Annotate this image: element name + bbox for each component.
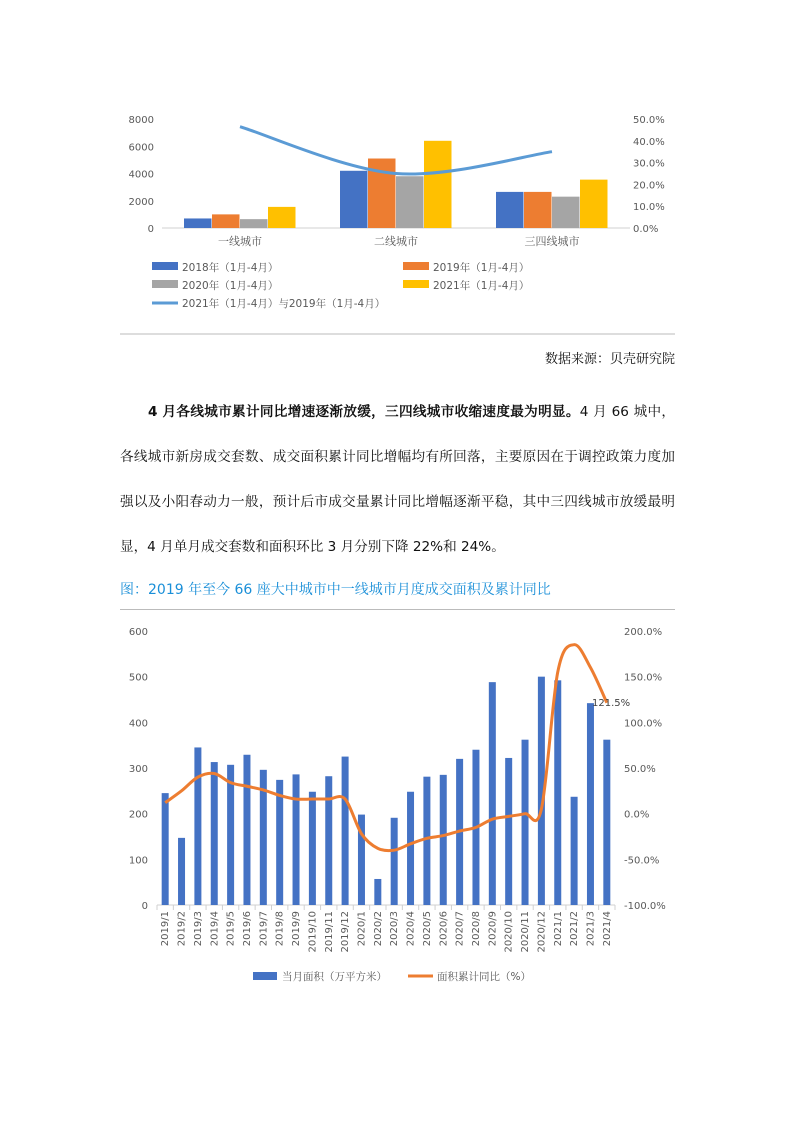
chart1-legend-label: 2018年（1月-4月） (182, 262, 279, 274)
chart2-x-tick-label: 2021/4 (601, 911, 613, 947)
chart2-y-tick-label: 600 (128, 627, 148, 638)
chart2-x-tick-label: 2019/3 (192, 911, 204, 947)
chart2-x-tick-label: 2021/3 (585, 911, 597, 947)
chart2-bar (342, 757, 349, 905)
chart2-line-annotation: 121.5% (592, 698, 631, 709)
chart1-legend-label: 2020年（1月-4月） (182, 280, 279, 292)
chart1-y-tick-label: 2000 (128, 196, 154, 208)
chart2-x-tick-label: 2021/2 (569, 911, 581, 947)
data-source: 数据来源：贝壳研究院 (544, 352, 675, 367)
chart2-x-tick-label: 2020/8 (470, 911, 482, 947)
chart1-y2-tick-label: 20.0% (633, 180, 665, 192)
chart2-x-tick-label: 2019/5 (225, 911, 237, 947)
chart2-x-tick-label: 2019/2 (176, 911, 188, 947)
figure2-title: 图：2019 年至今 66 座大中城市中一线城市月度成交面积及累计同比 (120, 582, 551, 598)
chart1-x-tick-label: 二线城市 (374, 235, 418, 248)
chart2-bar (440, 775, 447, 905)
chart2-bar (309, 792, 316, 905)
chart2-x-tick-label: 2019/11 (323, 911, 335, 953)
chart2-bar (522, 740, 529, 905)
chart1-y-tick-label: 6000 (128, 142, 154, 154)
chart2-y2-tick-label: 100.0% (624, 718, 663, 730)
chart2-y-tick-label: 100 (128, 855, 148, 867)
paragraph-text: 4 月 66 城中，各线城市新房成交套数、成交面积累计同比增幅均有所回落，主要原因在于调控政策力度加强以及小阳春动力一般，预计后市成交量累计同比增幅逐渐平稳，其中三四线城市放缓最明显，4 月单月成交套数和面积环比 3 月分别下降 22%和 24%。 (120, 404, 675, 555)
chart2-y-tick-label: 400 (128, 718, 148, 730)
chart1-y2-tick-label: 50.0% (633, 115, 665, 126)
chart2-x-tick-label: 2020/9 (487, 911, 499, 947)
chart2-bar (571, 797, 578, 905)
chart1-y2-tick-label: 10.0% (633, 202, 665, 214)
chart2-bar (489, 682, 496, 905)
chart2-bar (587, 703, 594, 905)
chart2-bar (407, 792, 414, 905)
chart2-y-tick-label: 0 (141, 901, 148, 912)
chart2-x-tick-label: 2020/5 (421, 911, 433, 947)
chart1-y2-tick-label: 40.0% (633, 136, 665, 148)
chart1-legend-label: 2021年（1月-4月）与2019年（1月-4月） (182, 298, 386, 310)
chart2-bar (227, 765, 234, 905)
chart2-bar (243, 755, 250, 905)
chart2-x-tick-label: 2020/3 (389, 911, 401, 947)
chart2-x-tick-label: 2019/8 (274, 911, 286, 947)
paragraph-lead: 4 月各线城市累计同比增速逐渐放缓，三四线城市收缩速度最为明显。 (148, 404, 580, 420)
chart2-x-tick-label: 2020/7 (454, 911, 466, 947)
chart2-x-tick-label: 2020/4 (405, 911, 417, 947)
chart2-bar (423, 777, 430, 905)
chart2-bar (194, 747, 201, 905)
chart2-bar (554, 680, 561, 905)
chart2-x-tick-label: 2021/1 (552, 911, 564, 947)
chart2-bar (391, 818, 398, 905)
chart2-x-tick-label: 2020/10 (503, 911, 515, 953)
chart2-x-tick-label: 2019/9 (291, 911, 303, 947)
chart2-x-tick-label: 2020/6 (438, 911, 450, 947)
chart2-y2-tick-label: 50.0% (624, 764, 656, 775)
chart2-x-tick-label: 2020/1 (356, 911, 368, 947)
chart2-bar (325, 776, 332, 905)
chart2-x-tick-label: 2020/11 (520, 911, 532, 953)
chart2-y2-tick-label: -50.0% (624, 855, 660, 867)
chart2-legend-swatch (253, 972, 277, 980)
chart2-legend-label: 面积累计同比（%） (437, 971, 531, 983)
chart2-bar (276, 780, 283, 905)
chart2-y-tick-label: 200 (128, 809, 148, 821)
chart1-x-tick-label: 一线城市 (218, 235, 262, 248)
chart2-legend (253, 970, 531, 983)
chart1-y2-tick-label: 30.0% (633, 158, 665, 170)
chart2-bar (211, 762, 218, 905)
chart1-y-tick-label: 4000 (128, 169, 154, 181)
chart1-y2-tick-label: 0.0% (633, 224, 659, 235)
chart2-bar (603, 740, 610, 905)
chart2-y2-tick-label: -100.0% (624, 901, 666, 912)
chart2-x-tick-label: 2020/2 (372, 911, 384, 947)
chart2-x-tick-label: 2019/6 (241, 911, 253, 947)
chart2-y-tick-label: 500 (128, 672, 148, 684)
chart1-y-tick-label: 8000 (128, 115, 154, 126)
chart2-bar (505, 758, 512, 905)
chart2-x-tick-label: 2020/12 (536, 911, 548, 953)
chart2-legend-label: 当月面积（万平方米） (282, 971, 387, 983)
chart1-x-tick-label: 三四线城市 (524, 235, 580, 248)
chart1-legend-label: 2021年（1月-4月） (433, 280, 530, 292)
chart2-x-tick-label: 2019/12 (340, 911, 352, 953)
chart1-legend-label: 2019年（1月-4月） (433, 262, 530, 274)
chart2-y-tick-label: 300 (128, 764, 148, 775)
chart2-x-tick-label: 2019/7 (258, 911, 270, 947)
chart2-bar (293, 774, 300, 905)
chart2-x-tick-label: 2019/4 (209, 911, 221, 947)
chart1-y-tick-label: 0 (147, 224, 154, 235)
chart2-bar (178, 838, 185, 905)
chart2-x-tick-label: 2019/1 (160, 911, 172, 947)
chart2-y2-tick-label: 200.0% (624, 627, 663, 638)
chart2-y2-tick-label: 0.0% (624, 809, 650, 821)
chart2-y2-tick-label: 150.0% (624, 672, 663, 684)
chart2-bar (374, 879, 381, 905)
chart2-x-tick-label: 2019/10 (307, 911, 319, 953)
chart2-bar (162, 793, 169, 905)
